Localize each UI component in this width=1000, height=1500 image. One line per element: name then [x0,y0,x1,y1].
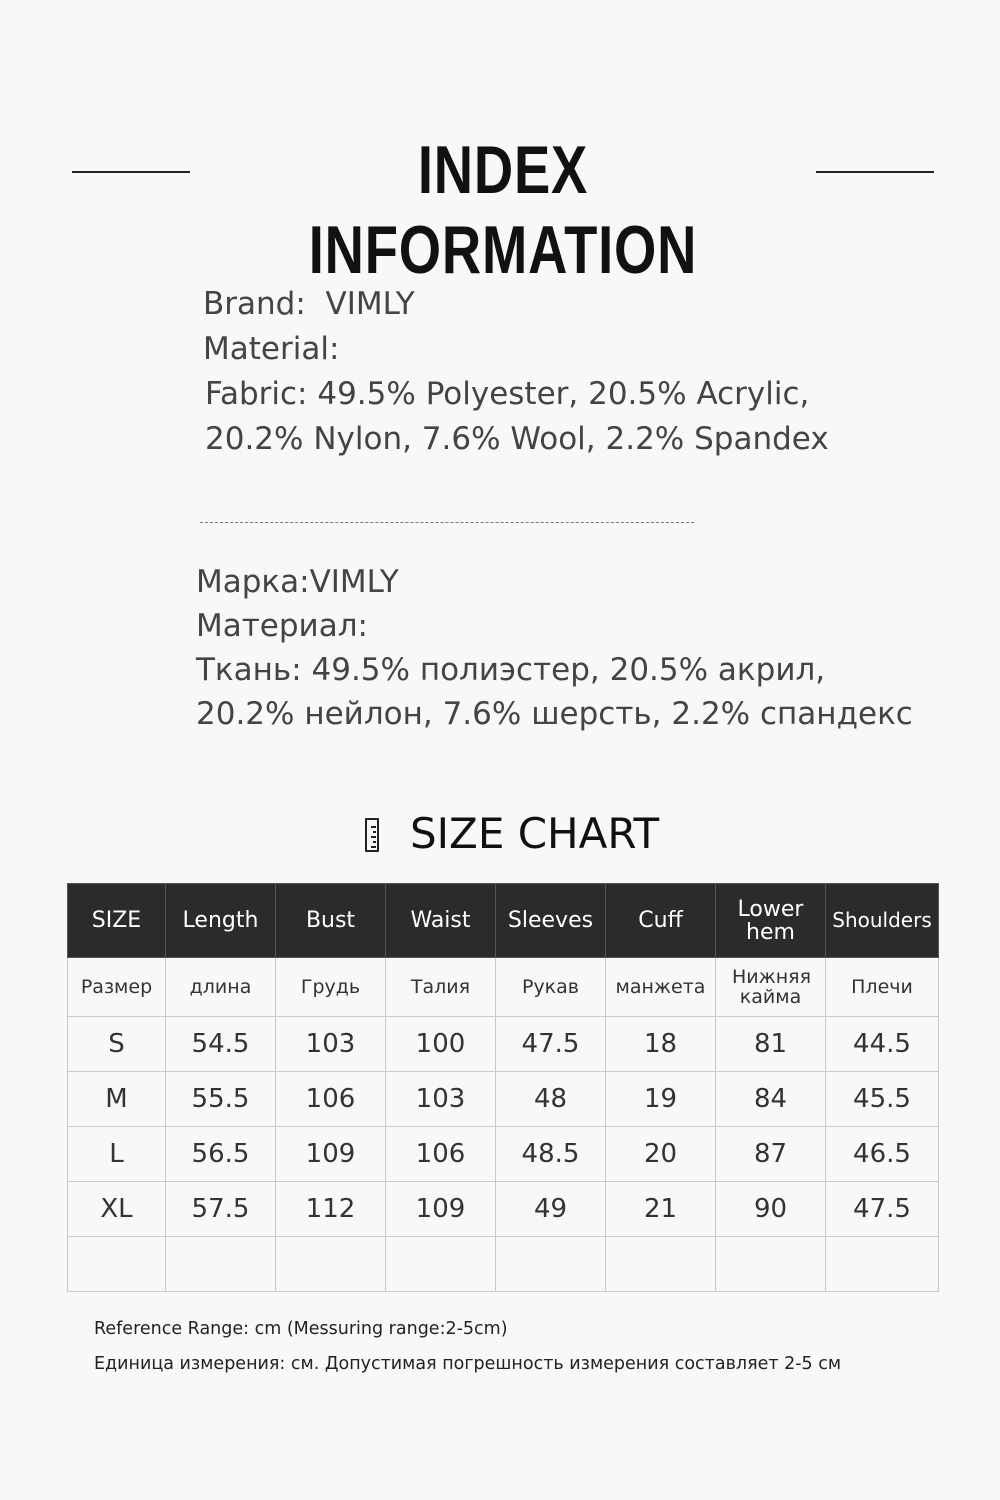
title-row [0,130,1000,288]
cell: 48.5 [496,1127,606,1182]
cell: 81 [716,1017,826,1072]
cell: 47.5 [496,1017,606,1072]
header-waist: Waist [386,884,496,958]
cell: 46.5 [826,1127,939,1182]
fabric-line2-ru: 20.2% нейлон, 7.6% шерсть, 2.2% спандекс [196,696,913,732]
cell [826,1237,939,1292]
cell: 84 [716,1072,826,1127]
cell: 109 [386,1182,496,1237]
section-divider [200,522,694,523]
cell: S [68,1017,166,1072]
header-length: Length [166,884,276,958]
cell: 21 [606,1182,716,1237]
info-english [203,282,829,462]
cell: 55.5 [166,1072,276,1127]
cell: 45.5 [826,1072,939,1127]
cell: 49 [496,1182,606,1237]
table-row [68,1072,939,1127]
cell: 103 [276,1017,386,1072]
cell: Нижняя кайма [716,958,826,1017]
cell: 109 [276,1127,386,1182]
cell: 48 [496,1072,606,1127]
header-bust: Bust [276,884,386,958]
cell [386,1237,496,1292]
fabric-line1-en: Fabric: 49.5% Polyester, 20.5% Acrylic, [205,376,810,412]
cell [68,1237,166,1292]
cell: L [68,1127,166,1182]
cell: 18 [606,1017,716,1072]
cell: 19 [606,1072,716,1127]
cell: 44.5 [826,1017,939,1072]
cell: манжета [606,958,716,1017]
size-chart-table [67,883,939,1292]
ruler-icon [365,818,379,852]
header-shoulders: Shoulders [826,884,939,958]
cell: 20 [606,1127,716,1182]
table-row [68,1182,939,1237]
page-title: INDEX INFORMATION [308,132,698,288]
cell [496,1237,606,1292]
cell: длина [166,958,276,1017]
material-label-en: Material: [203,331,340,367]
cell: Грудь [276,958,386,1017]
reference-note-en: Reference Range: cm (Messuring range:2-5cm) [94,1319,508,1339]
table-row-russian-headers [68,958,939,1017]
size-chart-heading [0,808,1000,860]
cell: 106 [276,1072,386,1127]
cell: XL [68,1182,166,1237]
header-cuff: Cuff [606,884,716,958]
cell: 100 [386,1017,496,1072]
cell: Рукав [496,958,606,1017]
info-russian [196,560,913,736]
title-divider-right [816,171,934,173]
title-divider-left [72,171,190,173]
cell: 47.5 [826,1182,939,1237]
cell: 57.5 [166,1182,276,1237]
cell: 54.5 [166,1017,276,1072]
cell: 56.5 [166,1127,276,1182]
cell: 87 [716,1127,826,1182]
cell: Талия [386,958,496,1017]
cell: Размер [68,958,166,1017]
fabric-line1-ru: Ткань: 49.5% полиэстер, 20.5% акрил, [196,652,826,688]
fabric-line2-en: 20.2% Nylon, 7.6% Wool, 2.2% Spandex [205,421,829,457]
table-row [68,1127,939,1182]
cell: M [68,1072,166,1127]
cell: Плечи [826,958,939,1017]
cell [276,1237,386,1292]
cell [716,1237,826,1292]
header-lower-hem: Lower hem [716,884,826,958]
cell: 90 [716,1182,826,1237]
size-chart-title: SIZE CHART [410,809,660,858]
cell: 103 [386,1072,496,1127]
cell [166,1237,276,1292]
header-sleeves: Sleeves [496,884,606,958]
reference-note-ru: Единица измерения: см. Допустимая погрешность измерения составляет 2-5 см [94,1354,842,1374]
brand-label-en: Brand: VIMLY [203,286,415,322]
table-header-row [68,884,939,958]
cell [606,1237,716,1292]
cell: 112 [276,1182,386,1237]
table-row-empty [68,1237,939,1292]
cell: 106 [386,1127,496,1182]
brand-label-ru: Марка:VIMLY [196,564,399,600]
header-size: SIZE [68,884,166,958]
table-row [68,1017,939,1072]
material-label-ru: Материал: [196,608,368,644]
